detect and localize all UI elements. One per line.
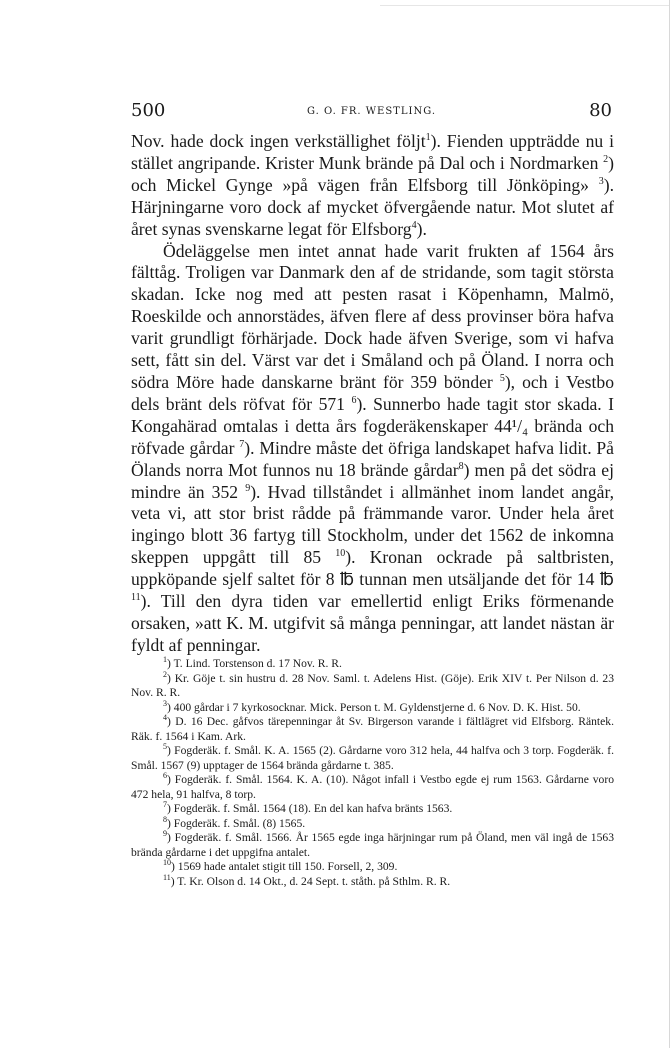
footnote-paren: ) (167, 802, 174, 815)
footnote (131, 802, 614, 817)
footnote-marker: 5 (499, 373, 505, 385)
footnote (131, 872, 614, 890)
text-run: ). Härjningarne voro dock af mycket öfvergående natur. Mot slutet af året synas svenskarne legat för Elfsborg (131, 174, 614, 239)
footnote-paren: ) (167, 773, 175, 786)
body-text (131, 131, 614, 657)
footnote-marker: 11 (131, 592, 141, 604)
footnote-paren: ) (171, 860, 178, 873)
footnote-text: T. Lind. Torstenson d. 17 Nov. R. R. (173, 657, 342, 670)
footnotes (131, 657, 614, 889)
footnote-paren: ) (167, 700, 174, 714)
footnote (131, 669, 615, 701)
footnote-text: Fogderäk. f. Smål. 1564 (18). En del kan hafva bränts 1563. (173, 802, 453, 815)
footnote-number: 8 (163, 814, 167, 824)
footnote-text: 1569 hade antalet stigit till 150. Forsell, 2, 309. (177, 860, 398, 873)
footnote-marker: 10 (335, 548, 346, 560)
footnote-text: Kr. Göje t. sin hustru d. 28 Nov. Saml. t. Adelens Hist. (Göje). Erik XIV t. Per Nilson d. 23 Nov. R. R. (131, 671, 615, 699)
footnote-text: D. 16 Dec. gåfvos tärepenningar åt Sv. Birgerson varande i fältlägret vid Elfsborg. Räntek. Räk. f. 1564 i Kam. Ark. (131, 715, 614, 743)
footnote-text: T. Kr. Olson d. 14 Okt., d. 24 Sept. t. ståth. på Sthlm. R. R. (177, 874, 451, 888)
footnote (131, 657, 614, 672)
text-run: Ödeläggelse men intet annat hade varit frukten af 1564 års fälttåg. Troligen var Danmark den af de stridande, som tagit största skadan. Icke nog med att pesten rasat i Köpenhamn, Malmö, Roeskilde och annorstädes, äfven flere af dess provinser böra hafva varit grundligt förhärjade. Dock hade äfven Sverige, som vi hafva sett, fått sin del. Värst var det i Småland och på Öland. I norra och södra Möre hade danskarne bränt för 359 bönder (131, 240, 614, 392)
page-number: 500 (131, 100, 166, 121)
text-run: ) men på det södra ej mindre än 352 (131, 459, 614, 502)
footnote-paren: ) (167, 831, 175, 844)
footnote (131, 773, 614, 802)
footnote-marker: 2 (603, 154, 609, 166)
footnote-paren: ) (170, 874, 178, 888)
footnote-text: Fogderäk. f. Smål. (8) 1565. (173, 816, 306, 830)
footnote-paren: ) (167, 671, 175, 685)
footnote-number: 3 (163, 698, 167, 708)
section-number: 80 (589, 100, 612, 121)
footnote-paren: ) (167, 715, 176, 728)
footnote-marker: 7 (239, 438, 245, 450)
right-edge-line (669, 0, 670, 1048)
body-paragraph (131, 131, 614, 241)
footnote-number: 10 (163, 858, 171, 868)
text-run: ). Fienden uppträdde nu i stället angripande. Krister Munk brände på Dal och i Nordmarken (131, 131, 614, 173)
footnote (131, 715, 614, 744)
text-run: ), och i Vestbo dels bränt dels röfvat för 571 (131, 371, 614, 414)
text-run: ). Kronan ockrade på saltbristen, uppköpande sjelf saltet för 8 ℔ tunnan men utsäljande det för 14 ℔ (131, 547, 614, 590)
footnote-number: 6 (163, 771, 167, 781)
footnote-marker: 9 (245, 482, 251, 494)
footnote-number: 9 (163, 829, 167, 839)
footnote (131, 698, 614, 716)
footnote-text: 400 gårdar i 7 kyrkosocknar. Mick. Person t. M. Gyldenstjerne d. 6 Nov. D. K. Hist. 50. (173, 700, 581, 714)
text-run: Nov. hade dock ingen verkställighet följt (131, 131, 426, 151)
footnote-number: 11 (163, 872, 171, 882)
footnote-number: 7 (163, 800, 167, 810)
footnote-number: 4 (163, 713, 167, 723)
footnote-marker: 4 (411, 219, 417, 231)
footnote-text: Fogderäk. f. Smål. K. A. 1565 (2). Gårdarne voro 312 hela, 44 halfva och 3 torp. Fogderäk. f. Smål. 1567 (9) upptager de 1564 brända gårdarne t. 385. (131, 744, 614, 772)
footnote-number: 1 (163, 655, 167, 665)
footnote-number: 5 (163, 742, 167, 752)
footnote (131, 814, 614, 832)
page-header (131, 100, 612, 124)
footnote-marker: 8 (458, 460, 464, 472)
footnote-text: Fogderäk. f. Smål. 1564. K. A. (10). Något infall i Vestbo egde ej rum 1563. Gårdarne voro 472 hela, 91 halfva, 8 torp. (131, 773, 614, 801)
footnote-paren: ) (167, 744, 175, 757)
running-title: G. O. FR. WESTLING. (306, 106, 437, 117)
footnote-marker: 1 (425, 132, 431, 144)
text-run: ). Sunnerbo hade tagit stor skada. I Kongahärad omtalas i detta års fogderäkenskaper 44¹/₄ brända och röfvade gårdar (131, 393, 614, 458)
footnote-number: 2 (163, 669, 167, 679)
footnote (131, 860, 614, 875)
body-paragraph (131, 241, 614, 657)
footnote (131, 744, 614, 773)
footnote (131, 831, 614, 860)
footnote-marker: 3 (598, 175, 604, 187)
footnote-paren: ) (167, 657, 174, 670)
text-run: ). Till den dyra tiden var emellertid enligt Eriks förmenande orsaken, »att K. M. utgifvit så många penningar, att landet nästan är fyldt af penningar. (131, 591, 614, 655)
text-run: ) och Mickel Gynge »på vägen från Elfsborg till Jönköping» (131, 152, 614, 195)
top-edge-line (380, 5, 670, 6)
footnote-marker: 6 (351, 395, 357, 407)
text-run: ). Hvad tillståndet i allmänhet inom landet angår, veta vi, att stor brist rådde på främmande varor. Under hela året ingingo blott 36 fartyg till Stockholm, under det 1562 de inkomna skeppen uppgått till 85 (131, 481, 614, 568)
footnote-text: Fogderäk. f. Smål. 1566. År 1565 egde inga härjningar rum på Öland, men väl ingå de 1563 brända gårdarne i det uppgifna antalet. (131, 831, 614, 859)
text-run: ). (416, 218, 427, 239)
text-run: ). Mindre måste det öfriga landskapet hafva lidit. På Ölands norra Mot funnos nu 18 brände gårdar (131, 437, 614, 480)
footnote-paren: ) (167, 816, 174, 830)
